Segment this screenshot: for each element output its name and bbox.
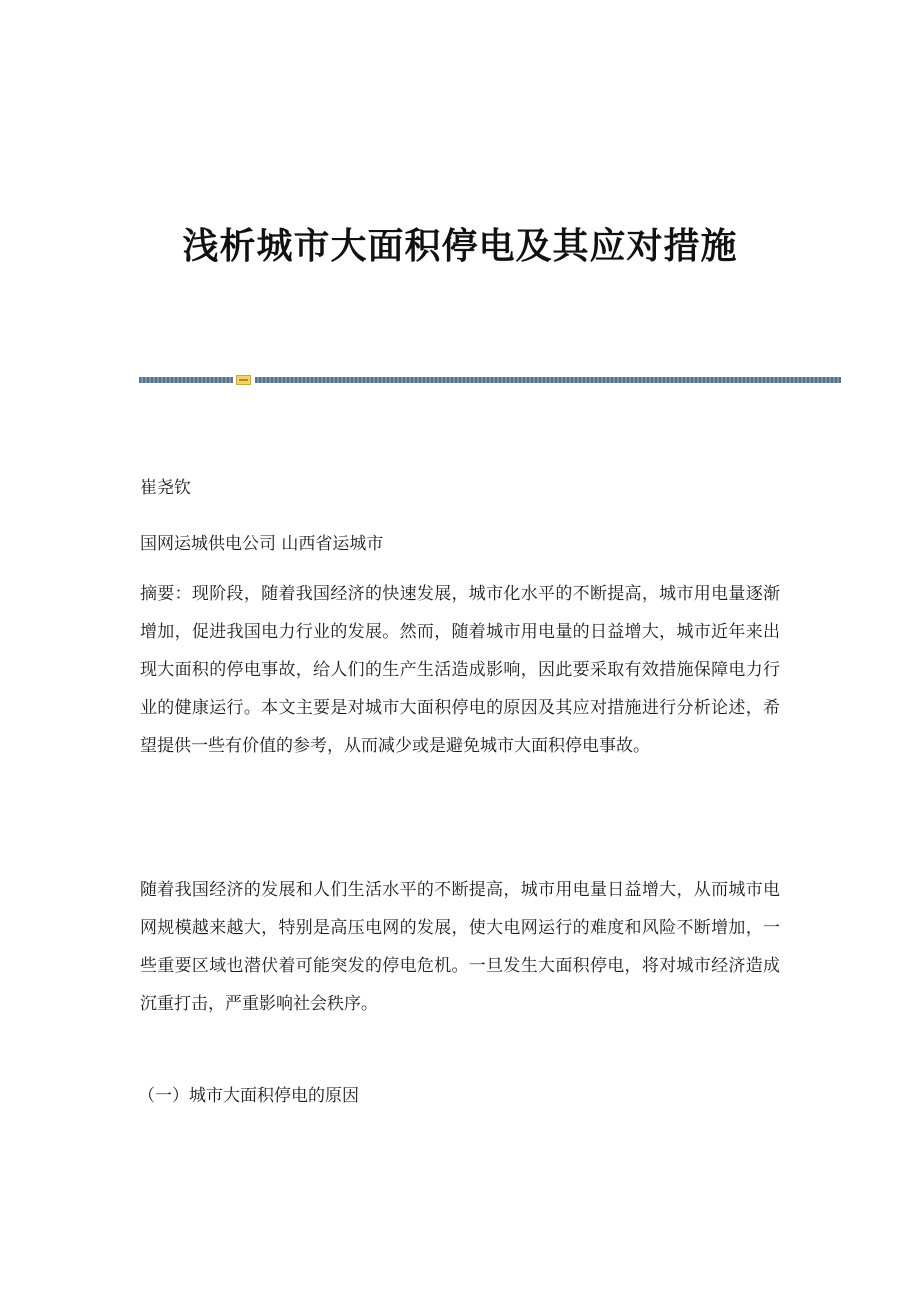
author-name: 崔尧钦 (140, 478, 191, 498)
document-title: 浅析城市大面积停电及其应对措施 (182, 225, 738, 267)
author-affiliation: 国网运城供电公司 山西省运城市 (140, 534, 384, 554)
divider-bar-right (255, 377, 841, 383)
abstract-paragraph: 摘要：现阶段，随着我国经济的快速发展，城市化水平的不断提高，城市用电量逐渐增加，促进我国电力行业的发展。然而，随着城市用电量的日益增大，城市近年来出现大面积的停电事故，给人们的生产生活造成影响，因此要采取有效措施保障电力行业的健康运行。本文主要是对城市大面积停电的原因及其应对措施进行分析论述，希望提供一些有价值的参考，从而减少或是避免城市大面积停电事故。 (140, 584, 780, 756)
intro-paragraph: 随着我国经济的发展和人们生活水平的不断提高，城市用电量日益增大，从而城市电网规模越来越大，特别是高压电网的发展，使大电网运行的难度和风险不断增加，一些重要区域也潜伏着可能突发的停电危机。一旦发生大面积停电，将对城市经济造成沉重打击，严重影响社会秩序。 (140, 880, 780, 1014)
title-divider (139, 375, 841, 385)
divider-emblem-icon (236, 375, 251, 385)
divider-bar-left (139, 377, 233, 383)
section-heading: （一）城市大面积停电的原因 (138, 1086, 359, 1106)
